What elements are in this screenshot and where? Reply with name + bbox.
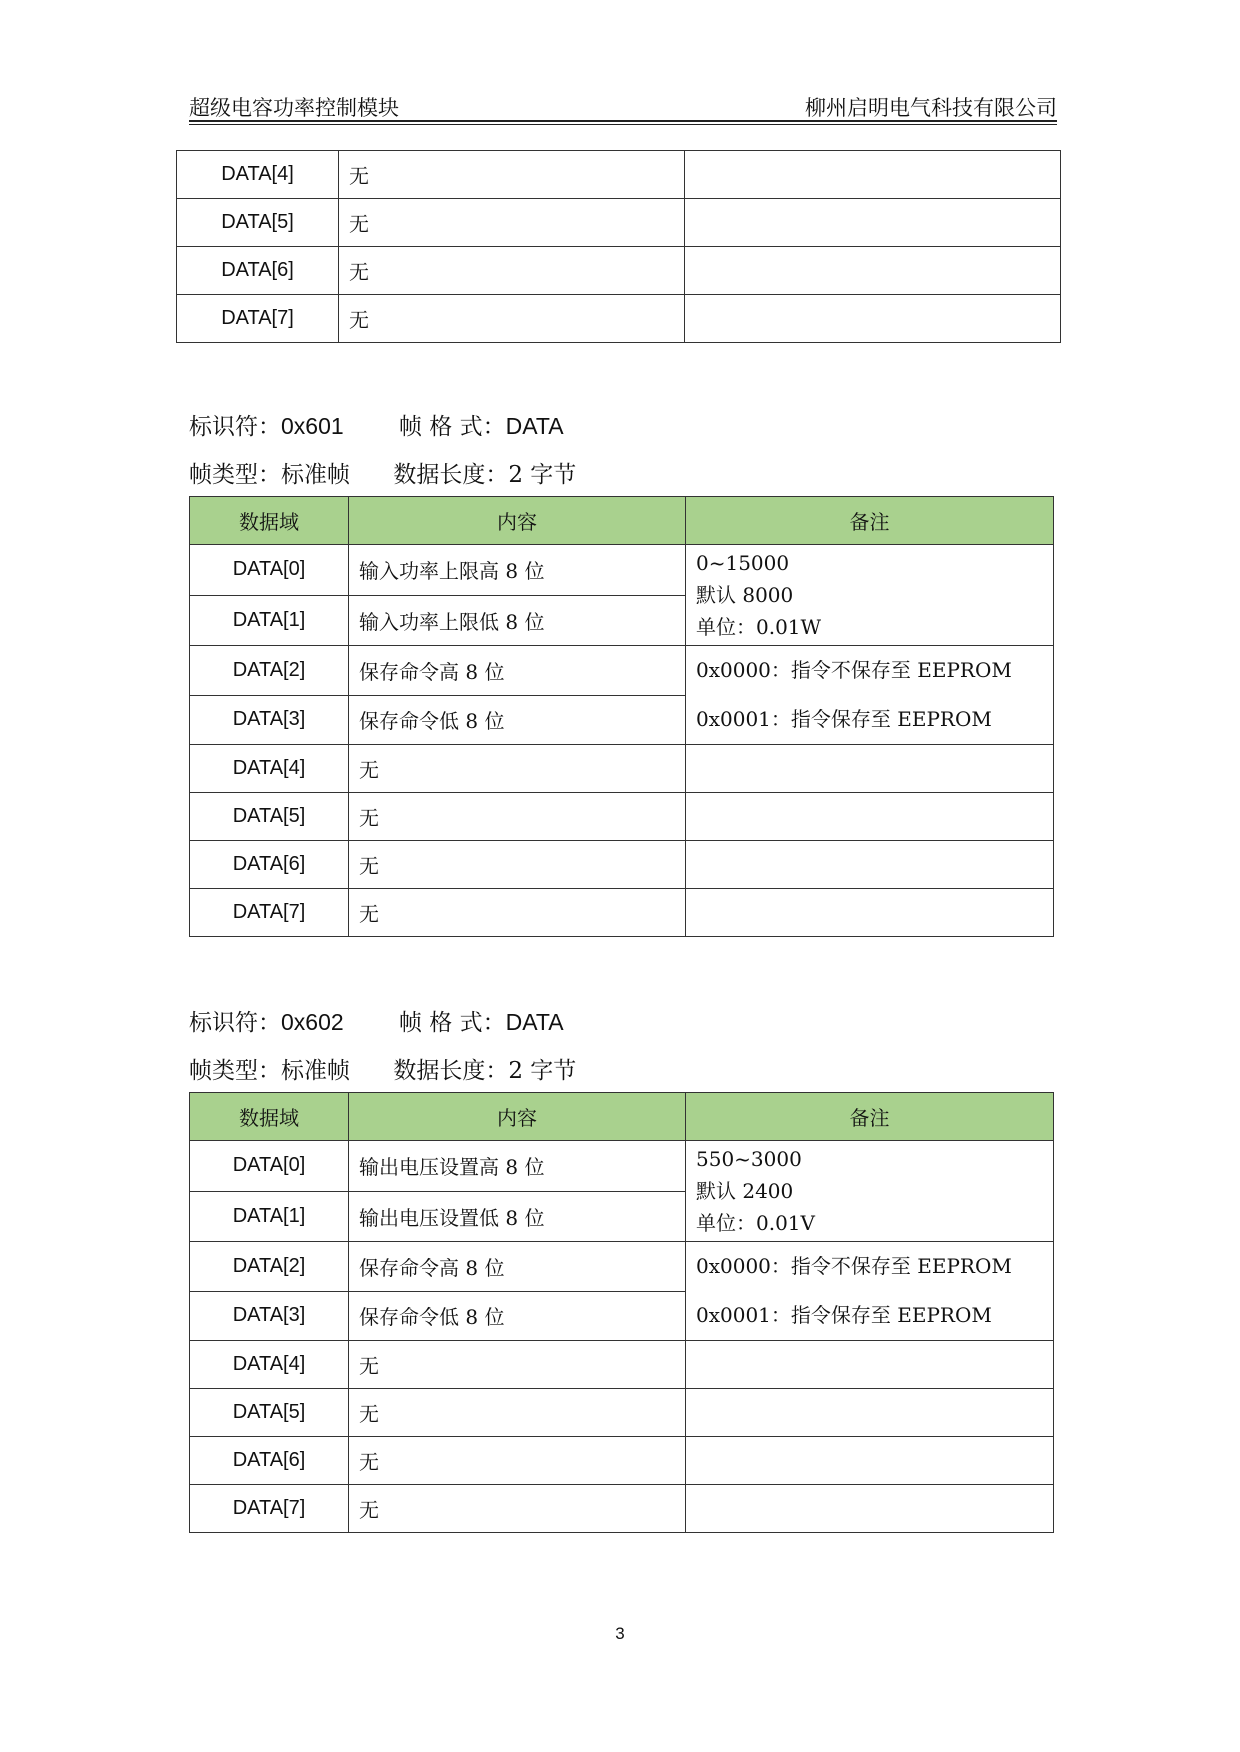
data-content: 无 <box>349 745 686 793</box>
format-label: 帧 格 式： <box>398 414 506 440</box>
default-line: 默认 8000 <box>696 583 794 607</box>
column-header: 内容 <box>349 1093 686 1141</box>
data-field: DATA[3] <box>190 695 349 745</box>
data-content: 输出电压设置高 8 位 <box>349 1141 686 1192</box>
table-row <box>190 1389 1054 1437</box>
data-content: 无 <box>349 1341 686 1389</box>
data-note <box>686 1341 1054 1389</box>
data-note <box>686 745 1054 793</box>
table-row <box>190 1341 1054 1389</box>
format-label: 帧 格 式： <box>398 1010 506 1036</box>
data-field: DATA[5] <box>190 1389 349 1437</box>
data-content: 无 <box>339 199 685 247</box>
table-row <box>190 889 1054 937</box>
data-field: DATA[4] <box>190 1341 349 1389</box>
data-content: 保存命令高 8 位 <box>349 1242 686 1292</box>
table-row <box>177 247 1061 295</box>
continued-table <box>176 150 1061 343</box>
save-on-line: 0x0001：指令保存至 EEPROM <box>696 1303 992 1327</box>
data-field: DATA[0] <box>190 545 349 596</box>
id-label: 标识符： <box>189 1010 281 1036</box>
page-number: 3 <box>615 1624 625 1643</box>
data-content: 无 <box>349 1485 686 1533</box>
data-field: DATA[7] <box>190 1485 349 1533</box>
column-header: 数据域 <box>190 497 349 545</box>
data-content: 无 <box>349 1437 686 1485</box>
data-note <box>685 247 1061 295</box>
data-field: DATA[4] <box>177 151 339 199</box>
table-row <box>190 1437 1054 1485</box>
table-row <box>190 1242 1054 1292</box>
data-content: 输入功率上限高 8 位 <box>349 545 686 596</box>
frame-602-id-line <box>189 1004 564 1037</box>
range-line: 550~3000 <box>696 1147 802 1171</box>
data-field: DATA[6] <box>190 1437 349 1485</box>
data-content: 保存命令高 8 位 <box>349 646 686 696</box>
header-rule-thin <box>189 124 1057 125</box>
table-row <box>177 199 1061 247</box>
data-note <box>685 199 1061 247</box>
save-off-line: 0x0000：指令不保存至 EEPROM <box>696 1254 1012 1278</box>
column-header: 数据域 <box>190 1093 349 1141</box>
data-field: DATA[1] <box>190 1191 349 1242</box>
data-note <box>686 1389 1054 1437</box>
table-row <box>190 1485 1054 1533</box>
save-off-line: 0x0000：指令不保存至 EEPROM <box>696 658 1012 682</box>
data-content: 保存命令低 8 位 <box>349 1291 686 1341</box>
table-header-row <box>190 497 1054 545</box>
data-field: DATA[1] <box>190 595 349 646</box>
data-field: DATA[5] <box>190 793 349 841</box>
data-note <box>685 295 1061 343</box>
frame-601-id-line <box>189 408 564 441</box>
format-value: DATA <box>505 1009 564 1035</box>
data-content: 保存命令低 8 位 <box>349 695 686 745</box>
data-field: DATA[6] <box>190 841 349 889</box>
data-field: DATA[2] <box>190 646 349 696</box>
data-content: 无 <box>349 1389 686 1437</box>
data-note <box>685 151 1061 199</box>
frame-601-type-line <box>189 456 576 489</box>
data-field: DATA[0] <box>190 1141 349 1192</box>
data-content: 输入功率上限低 8 位 <box>349 595 686 646</box>
data-content: 无 <box>349 889 686 937</box>
data-field: DATA[4] <box>190 745 349 793</box>
type-label: 帧类型：标准帧 <box>189 1058 350 1084</box>
data-content: 输出电压设置低 8 位 <box>349 1191 686 1242</box>
length-label: 数据长度： <box>393 1058 509 1084</box>
data-field: DATA[3] <box>190 1291 349 1341</box>
unit-line: 单位：0.01W <box>696 615 822 639</box>
column-header: 备注 <box>686 497 1054 545</box>
id-value: 0x602 <box>281 1009 344 1035</box>
format-value: DATA <box>505 413 564 439</box>
data-field: DATA[6] <box>177 247 339 295</box>
table-row <box>190 545 1054 596</box>
table-row <box>177 151 1061 199</box>
header-title: 超级电容功率控制模块 <box>189 96 399 120</box>
table-row <box>190 646 1054 696</box>
table-row <box>190 841 1054 889</box>
data-content: 无 <box>339 247 685 295</box>
id-value: 0x601 <box>281 413 344 439</box>
length-value: 2 字节 <box>508 1058 577 1084</box>
range-line: 0~15000 <box>696 551 790 575</box>
save-on-line: 0x0001：指令保存至 EEPROM <box>696 707 992 731</box>
data-note <box>686 841 1054 889</box>
save-note <box>686 1242 1054 1341</box>
range-note <box>686 1141 1054 1242</box>
header-company: 柳州启明电气科技有限公司 <box>805 96 1057 120</box>
table-row <box>177 295 1061 343</box>
unit-line: 单位：0.01V <box>696 1211 815 1235</box>
data-field: DATA[7] <box>177 295 339 343</box>
header-rule <box>189 120 1057 122</box>
frame-601-table <box>189 496 1054 937</box>
data-content: 无 <box>339 151 685 199</box>
data-field: DATA[2] <box>190 1242 349 1292</box>
id-label: 标识符： <box>189 414 281 440</box>
length-value: 2 字节 <box>508 462 577 488</box>
column-header: 内容 <box>349 497 686 545</box>
type-label: 帧类型：标准帧 <box>189 462 350 488</box>
page-header <box>189 88 1057 120</box>
table-header-row <box>190 1093 1054 1141</box>
default-line: 默认 2400 <box>696 1179 794 1203</box>
frame-602-type-line <box>189 1052 576 1085</box>
data-note <box>686 1437 1054 1485</box>
length-label: 数据长度： <box>393 462 509 488</box>
table-row <box>190 1141 1054 1192</box>
column-header: 备注 <box>686 1093 1054 1141</box>
table-row <box>190 793 1054 841</box>
data-content: 无 <box>349 793 686 841</box>
table-row <box>190 745 1054 793</box>
data-note <box>686 889 1054 937</box>
data-content: 无 <box>339 295 685 343</box>
data-field: DATA[5] <box>177 199 339 247</box>
data-note <box>686 793 1054 841</box>
data-note <box>686 1485 1054 1533</box>
data-field: DATA[7] <box>190 889 349 937</box>
frame-602-table <box>189 1092 1054 1533</box>
save-note <box>686 646 1054 745</box>
range-note <box>686 545 1054 646</box>
data-content: 无 <box>349 841 686 889</box>
